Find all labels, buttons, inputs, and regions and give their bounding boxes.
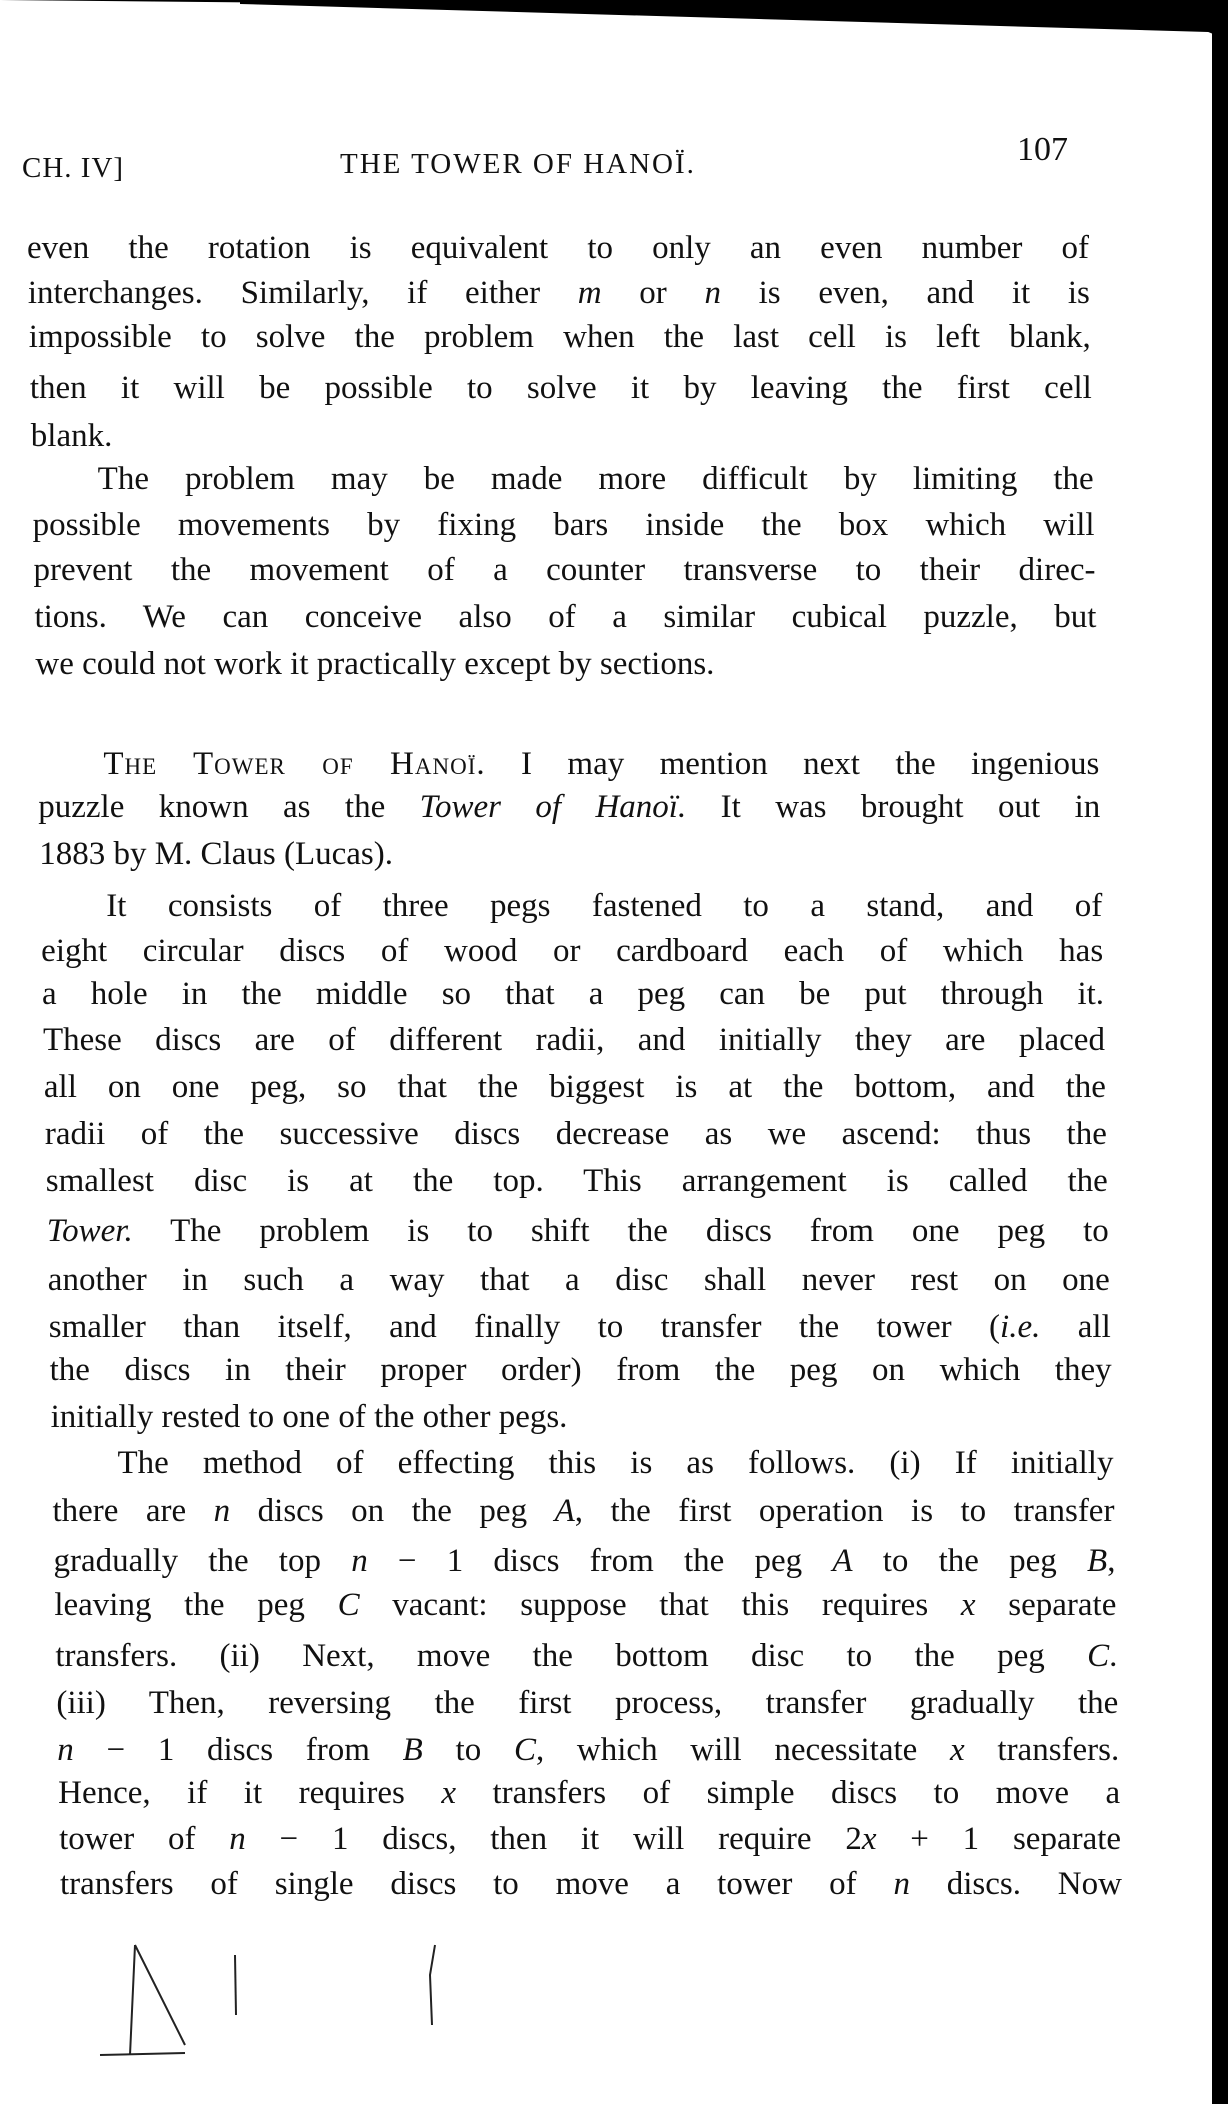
text-segment: we could not work it practically except by sections.	[35, 646, 715, 683]
text-segment: then it will be possible to solve it by leaving the first cell	[29, 369, 1092, 406]
text-segment: , the first operation is to transfer	[574, 1493, 1115, 1530]
text-line	[39, 832, 1101, 876]
text-segment: I may mention next the ingenious	[485, 745, 1100, 782]
text-line	[51, 1441, 1113, 1485]
italic-text: C	[1087, 1638, 1110, 1675]
text-line	[40, 884, 1102, 928]
italic-text: n	[351, 1542, 368, 1579]
text-line	[42, 972, 1104, 1016]
text-line	[48, 1258, 1110, 1302]
text-segment: tower of	[59, 1820, 230, 1857]
text-line	[55, 1634, 1117, 1678]
italic-text: n	[229, 1820, 246, 1857]
text-segment: ,	[1107, 1542, 1116, 1579]
text-line	[27, 226, 1089, 270]
text-line	[35, 642, 1097, 686]
text-line	[58, 1771, 1120, 1815]
italic-text: C	[337, 1587, 360, 1624]
text-segment: all	[1040, 1309, 1111, 1346]
text-segment: even the rotation is equivalent to only an even number of	[27, 230, 1089, 267]
text-segment: there are	[52, 1493, 214, 1530]
text-segment: puzzle known as the	[38, 788, 420, 825]
text-line	[31, 414, 1093, 458]
text-segment: another in such a way that a disc shall never rest on one	[47, 1262, 1110, 1299]
text-line	[43, 1018, 1105, 1062]
pencil-marks	[90, 1935, 470, 2065]
text-segment: prevent the movement of a counter transverse to their direc-	[33, 552, 1096, 589]
text-line	[45, 1112, 1107, 1156]
text-line	[51, 1395, 1113, 1439]
text-segment: tions. We can conceive also of a similar cubical puzzle, but	[34, 599, 1097, 636]
text-segment: − 1 discs, then it will require 2	[245, 1820, 862, 1857]
text-line	[53, 1539, 1115, 1583]
text-line	[29, 315, 1091, 359]
text-line	[41, 929, 1103, 973]
text-segment: smaller than itself, and finally to transfer the tower (	[48, 1309, 1001, 1346]
text-segment: to the peg	[852, 1542, 1088, 1579]
text-segment: .	[1109, 1638, 1118, 1675]
running-head-title: THE TOWER OF HANOÏ.	[340, 148, 696, 180]
text-line	[60, 1862, 1122, 1906]
text-segment: vacant: suppose that this requires	[359, 1587, 961, 1624]
text-segment: separate	[975, 1587, 1117, 1624]
text-segment: − 1 discs from	[73, 1731, 403, 1768]
text-segment: radii of the successive discs decrease as we ascend: thus the	[44, 1115, 1107, 1152]
text-segment: The problem may be made more difficult by limiting the	[97, 461, 1094, 498]
italic-text: x	[441, 1774, 457, 1811]
text-segment: smallest disc is at the top. This arrangement is called the	[45, 1162, 1108, 1199]
text-segment: 1883 by M. Claus (Lucas).	[39, 835, 393, 872]
text-segment: (iii) Then, reversing the first process, transfer gradually the	[56, 1684, 1119, 1721]
text-segment: These discs are of different radii, and initially they are placed	[42, 1022, 1105, 1059]
italic-text: B	[402, 1731, 423, 1768]
text-segment: discs on the peg	[230, 1493, 555, 1530]
text-segment: blank.	[30, 418, 113, 455]
text-segment: or	[601, 274, 705, 311]
text-segment: discs. Now	[909, 1866, 1122, 1903]
italic-text: n	[213, 1493, 231, 1530]
running-head-chapter: CH. IV]	[22, 152, 125, 184]
text-segment: + 1 separate	[876, 1820, 1122, 1857]
text-segment: the discs in their proper order) from the peg on which they	[49, 1352, 1112, 1389]
italic-text: x	[960, 1587, 976, 1624]
text-segment: It was brought out in	[686, 788, 1101, 825]
text-segment: leaving the peg	[54, 1587, 338, 1624]
italic-text: A	[832, 1542, 853, 1579]
text-segment: gradually the top	[53, 1542, 352, 1579]
text-line	[44, 1065, 1106, 1109]
text-line	[33, 503, 1095, 547]
text-segment: to	[422, 1731, 514, 1768]
text-line	[38, 785, 1100, 829]
text-segment: transfers of simple discs to move a	[456, 1774, 1121, 1811]
text-line	[50, 1348, 1112, 1392]
text-segment: Hence, if it requires	[58, 1774, 442, 1811]
text-segment: − 1 discs from the peg	[367, 1542, 833, 1579]
text-segment: initially rested to one of the other pegs.	[50, 1399, 568, 1436]
italic-text: n	[893, 1866, 910, 1903]
italic-text: x	[861, 1820, 877, 1857]
text-line	[56, 1681, 1118, 1725]
text-segment: transfers.	[964, 1731, 1120, 1768]
text-line	[54, 1583, 1116, 1627]
text-line	[30, 366, 1092, 410]
text-segment: transfers. (ii) Next, move the bottom disc to the peg	[55, 1638, 1088, 1675]
text-line	[52, 1489, 1114, 1533]
text-segment: interchanges. Similarly, if either	[27, 274, 578, 311]
text-line	[37, 742, 1099, 786]
text-segment: eight circular discs of wood or cardboard each of which has	[41, 933, 1104, 970]
text-segment: impossible to solve the problem when the last cell is left blank,	[28, 318, 1091, 355]
italic-text: n	[704, 274, 721, 311]
text-line	[32, 457, 1094, 501]
scan-border-right	[1212, 0, 1228, 2104]
italic-text: m	[577, 274, 602, 311]
text-line	[49, 1305, 1111, 1349]
text-line	[33, 548, 1095, 592]
page-number: 107	[1017, 131, 1068, 168]
text-line	[47, 1209, 1109, 1253]
text-line	[57, 1728, 1119, 1772]
italic-text: i.e.	[1000, 1309, 1041, 1346]
italic-text: Tower of Hanoï.	[419, 788, 687, 825]
italic-text: A	[554, 1493, 575, 1530]
italic-text: x	[950, 1731, 965, 1768]
text-segment: The method of effecting this is as follows. (i) If initially	[117, 1444, 1114, 1481]
italic-text: B	[1087, 1542, 1108, 1579]
scan-border-top-shadow	[240, 0, 1228, 40]
text-line	[34, 595, 1096, 639]
italic-text: Tower.	[46, 1212, 133, 1249]
text-segment: all on one peg, so that the biggest is at the bottom, and the	[43, 1069, 1106, 1106]
text-line	[46, 1159, 1108, 1203]
text-segment: The problem is to shift the discs from one peg to	[132, 1212, 1109, 1249]
text-segment: a hole in the middle so that a peg can be put through it.	[42, 976, 1105, 1013]
text-segment: possible movements by fixing bars inside the box which will	[32, 506, 1095, 543]
text-segment: is even, and it is	[720, 274, 1090, 311]
italic-text: C	[513, 1731, 536, 1768]
text-segment: , which will necessitate	[535, 1731, 951, 1768]
text-segment: transfers of single discs to move a tower of	[59, 1866, 894, 1903]
italic-text: n	[57, 1731, 74, 1768]
section-heading: The Tower of Hanoï.	[103, 745, 486, 782]
text-line	[59, 1817, 1121, 1861]
text-segment: It consists of three pegs fastened to a stand, and of	[106, 887, 1103, 924]
text-line	[28, 271, 1090, 315]
